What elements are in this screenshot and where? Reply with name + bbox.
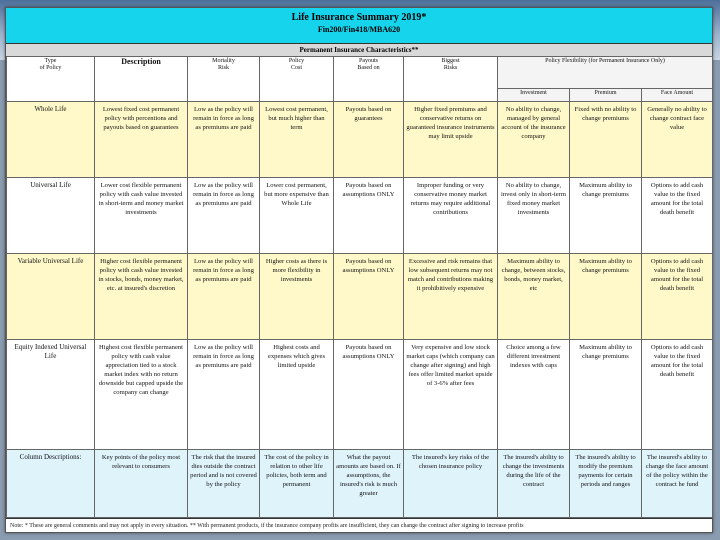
cell-face: Options to add cash value to the fixed amount for the total death benefit [642, 340, 713, 450]
cell-premium: Fixed with no ability to change premiums [570, 102, 642, 178]
cell-investment: Maximum ability to change, between stocks, bonds, money market, etc [498, 254, 570, 340]
summary-sheet [5, 7, 713, 533]
cell-face: Options to add cash value to the fixed amount for the total death benefit [642, 178, 713, 254]
cell-description: Highest cost flexible permanent policy with cash value appreciation tied to a stock market index with no return downside but capped upside the company can change [95, 340, 188, 450]
cell-risks: Very expensive and low stock market caps (which company can change after signing) and high fees offer limited market upside of 3-6% after fees [404, 340, 498, 450]
cell-risks: Improper funding or very conservative money market returns may require additional contributions [404, 178, 498, 254]
cell-cost: Lower cost permanent, but more expensive than Whole Life [260, 178, 334, 254]
policy-name: Variable Universal Life [7, 254, 95, 340]
header-row [7, 57, 713, 89]
cell-cost: Lowest cost permanent, but much higher than term [260, 102, 334, 178]
cell-premium: Maximum ability to change premiums [570, 254, 642, 340]
desc-risks: The insured's key risks of the chosen insurance policy [404, 450, 498, 518]
header-biggest-risks: Biggest Risks [404, 57, 498, 102]
cell-payouts: Payouts based on assumptions ONLY [334, 254, 404, 340]
cell-face: Generally no ability to change contract face value [642, 102, 713, 178]
cell-description: Lowest fixed cost permanent policy with percentions and payouts based on guarantees [95, 102, 188, 178]
header-premium: Premium [570, 89, 642, 102]
header-investment: Investment [498, 89, 570, 102]
header-type: Type of Policy [7, 57, 95, 102]
descriptions-label: Column Descriptions: [7, 450, 95, 518]
header-mortality: Mortality Risk [188, 57, 260, 102]
cell-mortality: Low as the policy will remain in force as long as premiums are paid [188, 254, 260, 340]
policy-name: Universal Life [7, 178, 95, 254]
cell-description: Lower cost flexible permanent policy with cash value invested in short-term and money market investments [95, 178, 188, 254]
cell-investment: No ability to change, invest only in short-term fixed money market investments [498, 178, 570, 254]
desc-description: Key points of the policy most relevant to consumers [95, 450, 188, 518]
cell-risks: Excessive and risk remains that low subsequent returns may not match and contributions making it prohibitively expensive [404, 254, 498, 340]
header-policy-cost: Policy Cost [260, 57, 334, 102]
table-row [7, 340, 713, 450]
footnote: Note: * These are general comments and may not apply in every situation. ** With permanent products, if the insurance company profits are insufficient, they can change the contract after signing to increase profits [6, 518, 712, 532]
header-payouts: Payouts Based on [334, 57, 404, 102]
policy-name: Equity Indexed Universal Life [7, 340, 95, 450]
policy-name: Whole Life [7, 102, 95, 178]
cell-mortality: Low as the policy will remain in force as long as premiums are paid [188, 340, 260, 450]
course-code: Fin200/Fin418/MBA620 [317, 25, 401, 34]
header-flexibility: Policy Flexibility (for Permanent Insurance Only) [498, 57, 713, 89]
descriptions-row [7, 450, 713, 518]
table-row [7, 102, 713, 178]
desc-cost: The cost of the policy in relation to other life policies, both term and permanent [260, 450, 334, 518]
cell-face: Options to add cash value to the fixed amount for the total death benefit [642, 254, 713, 340]
cell-investment: Choice among a few different investment indexes with caps [498, 340, 570, 450]
cell-cost: Higher costs as there is more flexibility in investments [260, 254, 334, 340]
cell-investment: No ability to change, managed by general account of the insurance company [498, 102, 570, 178]
desc-payouts: What the payout amounts are based on. If assumptions, the insured's risk is much greater [334, 450, 404, 518]
cell-payouts: Payouts based on assumptions ONLY [334, 178, 404, 254]
page-title: Life Insurance Summary 2019* [291, 12, 427, 23]
cell-description: Higher cost flexible permanent policy with cash value invested in stocks, bonds, money market, etc. at insured's discretion [95, 254, 188, 340]
desc-investment: The insured's ability to change the investments during the life of the contract [498, 450, 570, 518]
desc-face: The insured's ability to change the face amount of the policy within the contract he fund [642, 450, 713, 518]
cell-risks: Higher fixed premiums and conservative returns on guaranteed insurance instruments may limit upside [404, 102, 498, 178]
title-banner [6, 8, 712, 44]
table-row [7, 254, 713, 340]
cell-cost: Highest costs and expenses which gives limited upside [260, 340, 334, 450]
cell-payouts: Payouts based on guarantees [334, 102, 404, 178]
characteristics-table [6, 56, 713, 518]
cell-premium: Maximum ability to change premiums [570, 178, 642, 254]
section-title: Permanent Insurance Characteristics** [6, 44, 712, 57]
cell-mortality: Low as the policy will remain in force as long as premiums are paid [188, 102, 260, 178]
header-description: Description [95, 57, 188, 102]
desc-mortality: The risk that the insured dies outside the contract period and is not covered by the policy [188, 450, 260, 518]
table-row [7, 178, 713, 254]
desc-premium: The insured's ability to modify the premium payments for certain periods and ranges [570, 450, 642, 518]
cell-payouts: Payouts based on assumptions ONLY [334, 340, 404, 450]
cell-mortality: Low as the policy will remain in force as long as premiums are paid [188, 178, 260, 254]
cell-premium: Maximum ability to change premiums [570, 340, 642, 450]
header-face-amount: Face Amount [642, 89, 713, 102]
